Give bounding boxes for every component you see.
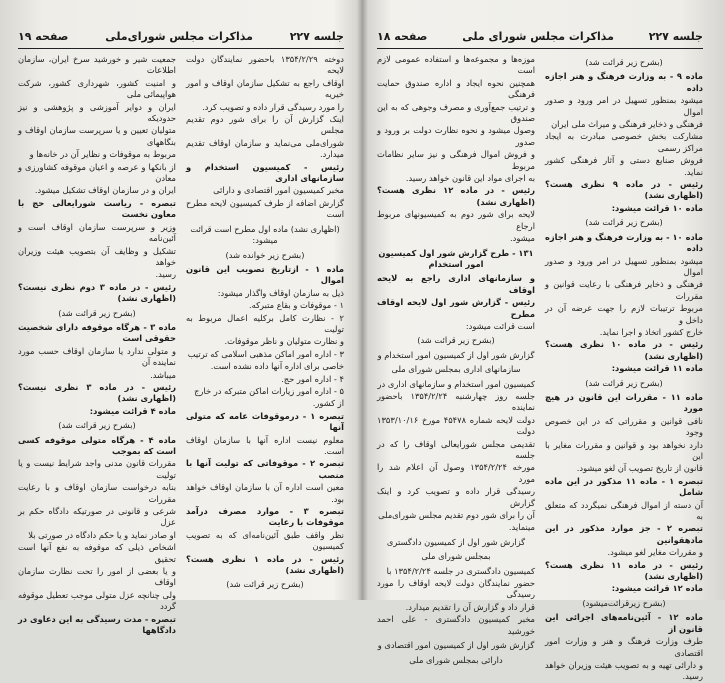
column-left (377, 54, 535, 665)
text-line: رئیس - در ماده ۱۱ نظری هست؟ (اظهاری نشد) (545, 559, 703, 582)
text-line: ۱ - موقوفات و بقاع متبرکه. (249, 300, 344, 311)
text-line: و امنیت کشور، شهرداری کشور، شرکت هواپیمائی ملی (18, 77, 176, 100)
text-line: (بشرح زیر قرائت شد) (585, 57, 663, 67)
text-line: لایحه برای شور دوم به کمیسیونهای مربوط ارجاع (377, 209, 535, 231)
text-line: خاصی برای اداره آنها داده نشده است. (210, 361, 344, 372)
text-line: (بشرح زیر قرائت شد) (417, 335, 495, 346)
text-line: بنابه درخواست سازمان اوقاف و با رعایت مقررات (18, 482, 176, 504)
text-line: مقررات قانون مدنی واجد شرایط نیست و یا تولیت (18, 458, 176, 480)
text-line: ماده ۱۲ - آئین‌نامه‌های اجرائی این قانون از (545, 612, 704, 634)
text-columns (18, 54, 345, 636)
text-line: نظر واقف طبق آئین‌نامه‌ای که به تصویب کمیسیون (186, 529, 344, 552)
text-line: به اجرای مواد این قانون خواهد رسید. (405, 173, 535, 184)
text-line: مربوط ترتیبات لازم را جهت عرضه آن در داخل و (545, 303, 703, 325)
column-right (545, 54, 704, 682)
text-line: ذیل به سازمان اوقاف واگذار میشود: (217, 287, 344, 298)
text-line: و یا بعضی از امور را تحت نظارت سازمان اوقاف (18, 566, 176, 588)
text-line: تبصره - ریاست شورایعالی حج با معاون نخست (18, 197, 176, 220)
header-rule (18, 48, 344, 49)
text-line: وصول میشود و نحوه نظارت دولت بر ورود و صدور (377, 125, 535, 147)
text-line: و دارائی تهیه و به تصویب هیئت وزیران خواهد رسید. (545, 659, 703, 682)
text-line: مخبر کمیسیون دادگستری - علی احمد خورشید (377, 614, 535, 636)
text-line: مورخه ۱۳۵۴/۲/۲۴ وصول آن اعلام شد را مورد (377, 462, 535, 484)
text-line: ماده ۱۱ قرائت میشود: (611, 363, 703, 374)
text-line: دارائی بمجلس شورای ملی (409, 654, 503, 665)
text-line: همچنین نحوه ایجاد و اداره صندوق حمایت فرهنگی (377, 77, 535, 100)
text-line: گزارش شور اول از کمیسیون امور اقتصادی و (377, 640, 535, 651)
text-line: آن دسته از اموال فرهنگی نمیگردد که متعلق به (545, 499, 703, 522)
text-line: رئیس - در ماده ۹ نظری هست؟ (اظهاری نشد) (545, 179, 703, 201)
text-line: کمیسیون دادگستری در جلسه ۱۳۵۴/۲/۲۴ با (386, 565, 535, 576)
text-line: سازمانهای اداری بمجلس شورای ملی (391, 364, 521, 375)
text-line: مخبر کمیسیون امور اقتصادی و دارائی (213, 185, 344, 196)
text-line: ماده ۱۰ - به وزارت فرهنگ و هنر اجازه داده (545, 231, 703, 254)
text-line: ۱۳۱ - طرح گزارش شور اول کمیسیون امور استخدام (378, 247, 534, 269)
text-line: شورای‌ملی می‌نماید و سازمان اوقاف تقدیم میدارد. (186, 137, 344, 160)
text-line: (اظهاری نشد) ماده اول مطرح است قرائت میشود: (190, 223, 340, 246)
text-line: ماده ۴ - هرگاه متولی موقوفه کسی است که بموجب (18, 434, 176, 456)
text-line: تبصره - مدت رسیدگی به این دعاوی در دادگاهها (18, 613, 176, 636)
text-line: و فروش اموال فرهنگی و نیز سایر نظامات مربوط (377, 149, 535, 171)
header-rule (377, 48, 703, 49)
text-line: ماده ۹ - به وزارت فرهنگ و هنر اجازه داده (545, 71, 703, 93)
text-line: کمیسیون امور استخدام و سازمانهای اداری در (377, 378, 535, 389)
column-right (186, 54, 344, 592)
text-line: ماده ۴ قرائت میشود: (89, 405, 176, 416)
text-line: قانون از تاریخ تصویب آن لغو میشود. (576, 463, 703, 474)
text-line: و ترتیب جمع‌آوری و مصرف وجوهی که به این صندوق (377, 101, 535, 124)
text-line: ماده ۱ - ازتاریخ تصویب این قانون اموال (186, 263, 345, 286)
text-line: رئیس - در ماده ۳ دوم نظری نیست؟ (اظهاری نشد) (18, 281, 177, 304)
text-line: تبصره ۳ - موارد مصرف درآمد موقوفات با رعایت (186, 506, 344, 528)
text-line: تبصره ۱ - ماده ۱۱ مذکور در این ماده شامل (545, 475, 703, 498)
session-number: جلسه ۲۲۷ (648, 30, 703, 43)
text-line: متولیان تعیین و یا سرپرست سازمان اوقاف و بنگاههای (18, 125, 176, 147)
text-line: از کشور. (312, 398, 344, 409)
text-line: ماده ۱۰ قرائت میشود: (611, 202, 703, 213)
text-line: معین است اداره آن با سازمان اوقاف خواهد بود. (186, 482, 344, 504)
text-line: ایران و در سازمان اوقاف تشکیل میشود. (34, 185, 176, 196)
session-number: جلسه ۲۲۷ (289, 30, 344, 43)
text-line: تشکیل و وظایف آن بتصویب هیئت وزیران خواهد (18, 245, 176, 267)
text-line: جلسه روز چهارشنبه ۱۳۵۴/۲/۲۴ باحضور نماینده (377, 390, 535, 413)
journal-title: مذاکرات مجلس شورای ملی (462, 30, 614, 43)
text-line: رئیس - در ماده ۳ نظری نیست؟ (اظهاری نشد) (18, 381, 176, 404)
text-line: قرار داد و گزارش آن را تقدیم میدارد. (405, 601, 535, 612)
text-line: ماده ۳ - هرگاه موقوفه دارای شخصیت حقوقی است (18, 321, 177, 344)
text-line: ماده ۱۱ - مقررات این قانون در هیچ مورد (545, 391, 704, 414)
text-line: دارد نخواهد بود و قوانین و مقررات مغایر با این (545, 439, 703, 461)
text-line: ولی چنانچه عزل متولی موجب تعطیل موقوفه گردد (18, 589, 176, 612)
text-line: اینک گزارش آن را برای شور دوم تقدیم مجلس (186, 114, 344, 136)
journal-title: مذاکرات مجلس شورای‌ملی (105, 30, 253, 43)
text-line: آن را برای شور دوم تقدیم مجلس شورای‌ملی (378, 510, 535, 521)
text-line: است قرائت میشود: (465, 320, 535, 331)
text-line: اشخاص ذیلی که موقوفه به نفع آنها است تحقیق (18, 542, 176, 564)
text-line: و سازمانهای اداری راجع به لایحه اوقاف (377, 273, 535, 295)
text-line: و مقررات مغایر لغو میشود. (607, 547, 703, 558)
text-line: گزارش اضافه از طرف کمیسیون لایحه مطرح است (186, 197, 344, 220)
text-line: (بشرح زیر قرائت شد) (226, 579, 304, 590)
text-line: ۳ - اداره امور اماکن مذهبی اسلامی که ترتیب (187, 348, 344, 359)
text-line: فرهنگی و ذخایر فرهنگی و میراث ملی ایران (551, 119, 703, 130)
text-line: حضور نمایندگان دولت لایحه اوقاف را مورد رسیدگی (377, 578, 535, 600)
text-line: نافی قوانین و مقرراتی که در این خصوص وجود (545, 415, 703, 438)
text-line: گزارش شور اول از کمیسیون دادگستری (386, 536, 526, 547)
text-line: طرف وزارت فرهنگ و هنر و وزارت امور اقتصادی (545, 636, 703, 658)
text-line: میشود بمنظور تسهیل در امر ورود و صدور اموال (545, 95, 703, 117)
text-line: رئیس - گزارش شور اول لایحه اوقاف مطرح (377, 297, 535, 319)
text-line: اوقاف راجع به تشکیل سازمان اوقاف و امور خیریه (186, 77, 344, 100)
text-line: تبصره ۲ - موقوفاتی که تولیت آنها با منصب (186, 458, 344, 480)
text-line: تقدیمی مجلس شورایعالی اوقاف را که در جلسه (377, 438, 535, 460)
text-line: (بشرح زیرقرائت‌میشود) (582, 597, 666, 608)
column-left (18, 54, 177, 636)
text-line: موزه‌ها و مجموعه‌ها و استفاده عمومی لازم است (377, 54, 535, 76)
text-line: مشارکت بخش خصوصی مبادرت به ایجاد مراکز رسمی (545, 131, 703, 153)
text-line: رئیس - در ماده ۱۰ نظری هست؟ (اظهاری نشد) (545, 339, 703, 361)
text-line: دولت لایحه شماره ۴۵۴۷۸ مورخ ۱۳۵۳/۱۰/۱۶ دولت (377, 414, 535, 437)
text-line: ایران و دوایر آموزشی و پژوهشی و نیز حدودیکه (18, 101, 176, 124)
text-line: میشود بمنظور تسهیل در امر ورود و صدور اموال (545, 255, 703, 277)
text-line: گزارش شور اول از کمیسیون امور استخدام و (377, 349, 535, 360)
text-line: فرهنگی و ذخایر فرهنگی با رعایت قوانین و مقررات (545, 279, 703, 301)
page-number: صفحه ۱۸ (377, 30, 428, 43)
text-line: رسید. (155, 269, 176, 280)
text-line: و متولی ندارد یا سازمان اوقاف حسب مورد نماینده آن (18, 345, 176, 368)
text-line: او صادر نماید و یا حکم دادگاه در صورتی بلا (28, 529, 176, 540)
text-line: شرعی و قانونی در صورتیکه دادگاه حکم بر عزل (18, 506, 176, 528)
left-page (0, 0, 362, 636)
text-line: (بشرح زیر خوانده شد) (225, 249, 305, 260)
page-header (377, 30, 703, 46)
text-line: رئیس - در ماده ۱ نظری هست؟ (اظهاری نشد) (186, 553, 344, 576)
page-header (18, 30, 344, 46)
text-line: دوخته ۱۳۵۴/۲/۲۹ باحضور نمایندگان دولت لایحه (186, 54, 344, 76)
text-line: (بشرح زیر قرائت شد) (585, 377, 663, 388)
text-line: ۲ - نظارت کامل برکلیه اعمال مربوط به تولیت (186, 312, 344, 334)
page-number: صفحه ۱۹ (18, 30, 69, 43)
text-line: میشود. (510, 233, 535, 244)
text-line: رسیدگی قرار داده و تصویب کرد و اینک گزارش (377, 486, 535, 508)
text-line: مینماید. (508, 522, 535, 533)
text-line: میباشد. (150, 369, 176, 380)
text-line: (بشرح زیر قرائت شد) (58, 420, 136, 431)
text-line: معلوم نیست اداره آنها با سازمان اوقاف است. (186, 434, 344, 456)
text-line: ۵ - اداره امور زیارات اماکن متبرکه در خارج (194, 385, 344, 396)
text-line: از بانکها و عرصه و اعیان موقوفه کشاورزی و معادن (18, 161, 176, 184)
text-line: (بشرح زیر قرائت شد) (585, 217, 663, 228)
text-line: رئیس - در ماده ۱۲ نظری هست؟ (اظهاری نشد) (377, 185, 535, 207)
text-line: ماده ۱۲ قرائت میشود: (611, 583, 703, 594)
text-line: فروش صنایع دستی و آثار فرهنگی کشور نماید. (545, 155, 703, 177)
text-columns (377, 54, 704, 682)
right-page (363, 0, 725, 682)
text-line: خارج کشور اتخاذ و اجرا نماید. (599, 326, 703, 337)
text-line: وزیر و سرپرست سازمان اوقاف است و آئین‌نامه (18, 221, 176, 244)
text-line: ۴ - اداره امور حج. (281, 373, 344, 384)
text-line: جمعیت شیر و خورشید سرخ ایران، سازمان اطلاعات (18, 54, 176, 76)
text-line: را مورد رسیدگی قرار داده و تصویب کرد. (202, 101, 344, 112)
text-line: تبصره ۲ - جز موارد مذکور در این مادهقوانین (545, 523, 703, 545)
text-line: (بشرح زیر قرائت شد) (58, 307, 136, 318)
text-line: رئیس - کمیسیون استخدام و سازمانهای اداری (186, 161, 344, 184)
text-line: مربوط به موقوفات و نظایر آن در خانه‌ها و (29, 149, 176, 160)
text-line: تبصره ۱ - درموقوفات عامه که متولی آنها (186, 410, 344, 433)
text-line: و نظارت متولیان و ناظر موقوفات. (224, 336, 344, 347)
text-line: بمجلس شورای ملی (421, 551, 491, 562)
